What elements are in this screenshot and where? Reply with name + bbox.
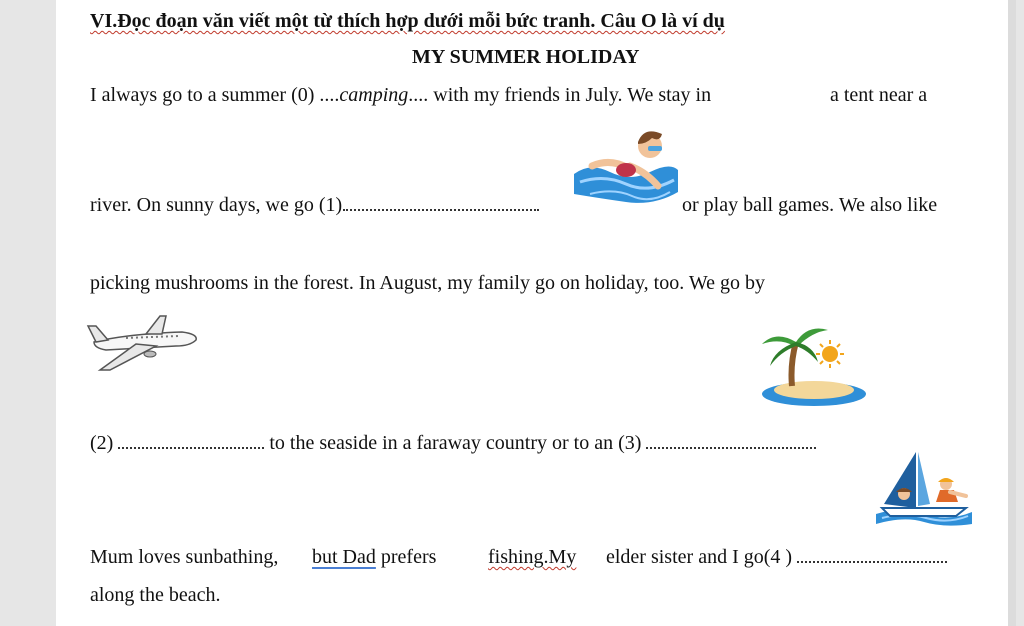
blank-3 — [646, 443, 816, 449]
line-5-part-e: elder sister and I go(4 ) — [606, 546, 793, 568]
passage-line-1-end: a tent near a — [830, 84, 928, 106]
island-picture — [756, 320, 868, 410]
line-2-part-a: river. On sunny days, we go (1) — [90, 194, 343, 216]
heading-text: VI.Đọc đoạn văn viết một từ thích hợp dưới mỗi bức tranh. Câu O là ví dụ — [90, 10, 725, 32]
spelling-flagged-word: fishing.My — [488, 546, 577, 568]
passage-line-2 — [90, 194, 539, 217]
line-4-part-b: to the seaside in a faraway country or to an (3) — [269, 432, 642, 454]
passage-line-6: along the beach. — [90, 584, 221, 606]
exercise-heading — [90, 10, 725, 33]
blank-2 — [118, 443, 264, 449]
passage-line-5e — [606, 546, 947, 569]
example-answer: camping — [339, 84, 409, 106]
blank-1 — [343, 205, 539, 211]
passage-title: MY SUMMER HOLIDAY — [412, 46, 640, 68]
line-5-part-c: prefers — [380, 546, 437, 568]
swimmer-picture — [570, 122, 682, 214]
passage-line-5d — [488, 546, 576, 569]
passage-line-1 — [90, 84, 711, 107]
passage-line-2-end: or play ball games. We also like — [682, 194, 938, 216]
document-page — [56, 0, 1016, 626]
airplane-picture — [86, 312, 202, 374]
line-1-part-a: I always go to a summer (0) .... — [90, 84, 340, 106]
sailing-boat-picture — [874, 444, 974, 528]
page-edge — [1008, 0, 1016, 626]
line-1-part-c: .... with my friends in July. We stay in — [408, 84, 712, 106]
passage-line-5a: Mum loves sunbathing, — [90, 546, 279, 568]
line-4-part-a: (2) — [90, 432, 114, 454]
passage-line-5b — [312, 546, 436, 569]
blank-4 — [797, 557, 947, 563]
passage-line-4 — [90, 432, 816, 455]
passage-line-3: picking mushrooms in the forest. In August, my family go on holiday, too. We go by — [90, 272, 765, 294]
underlined-phrase: but Dad — [312, 546, 376, 568]
